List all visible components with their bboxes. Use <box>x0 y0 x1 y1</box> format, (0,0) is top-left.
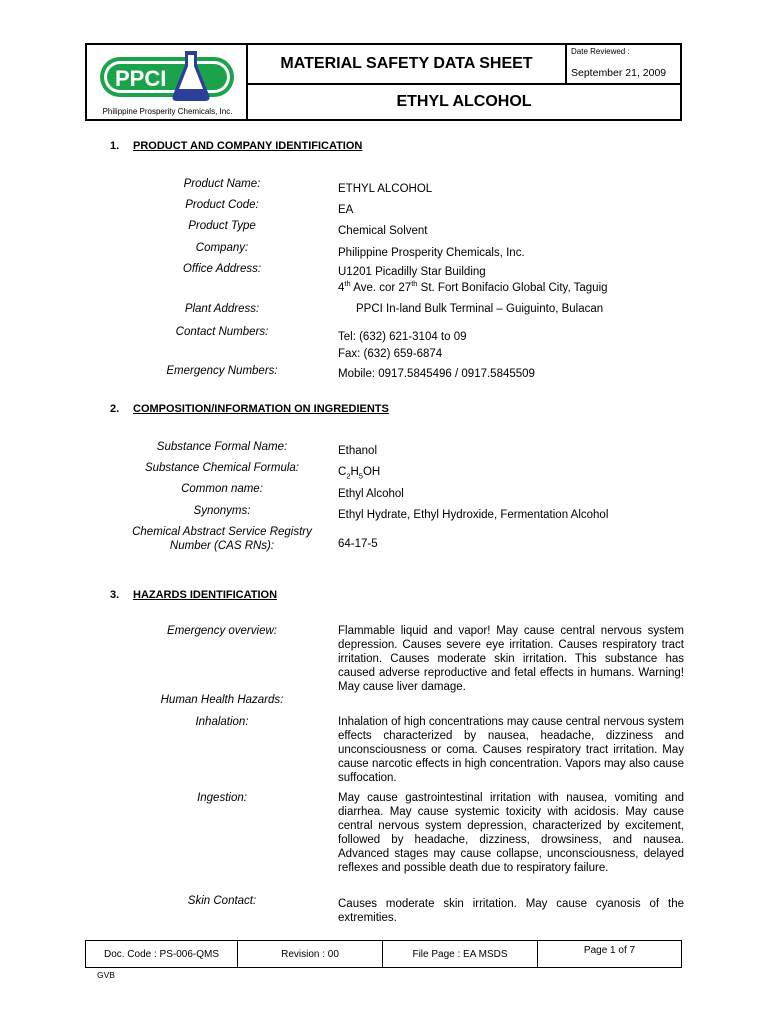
chemical-formula-label: Substance Chemical Formula: <box>144 462 300 474</box>
section-title: HAZARDS IDENTIFICATION <box>133 589 278 601</box>
skin-contact-text: Causes moderate skin irritation. May cause cyanosis of the extremities. <box>338 898 684 924</box>
date-reviewed-value: September 21, 2009 <box>571 67 667 79</box>
formal-name-label: Substance Formal Name: <box>156 441 288 453</box>
office-address-line1: U1201 Picadilly Star Building <box>338 266 486 278</box>
document-footer <box>85 940 682 968</box>
common-name-value: Ethyl Alcohol <box>338 488 404 500</box>
section-3-heading <box>110 589 277 601</box>
inhalation-text: Inhalation of high concentrations may cause central nervous system effects characterized by nausea, headache, dizziness and unconsciousness or coma. Causes respiratory tract irritation. May cause narcotic effects in high concentration. Vapors may also cause suffocation. <box>338 716 684 784</box>
plant-address-value: PPCI In-land Bulk Terminal – Guiguinto, Bulacan <box>356 303 604 315</box>
emergency-numbers-label: Emergency Numbers: <box>166 365 278 377</box>
logo-cell <box>87 45 248 119</box>
document-title: MATERIAL SAFETY DATA SHEET <box>248 45 567 85</box>
logo-text: PPCI <box>115 66 167 91</box>
section-title: COMPOSITION/INFORMATION ON INGREDIENTS <box>133 403 389 415</box>
contact-numbers-label: Contact Numbers: <box>175 326 269 338</box>
tel-value: Tel: (632) 621-3104 to 09 <box>338 331 467 343</box>
common-name-label: Common name: <box>181 483 263 495</box>
chemical-name-title: ETHYL ALCOHOL <box>396 93 532 110</box>
inhalation-label: Inhalation: <box>195 716 249 728</box>
product-code-value: EA <box>338 204 354 216</box>
file-page: File Page : EA MSDS <box>383 941 538 967</box>
company-logo <box>99 51 235 103</box>
section-number: 2. <box>110 403 120 415</box>
mobile-value: Mobile: 0917.5845496 / 0917.5845509 <box>338 368 535 380</box>
chemical-formula-value: $C_2H_5OH$ <box>338 466 381 481</box>
doc-code: Doc. Code : PS-006-QMS <box>86 941 238 967</box>
synonyms-value: Ethyl Hydrate, Ethyl Hydroxide, Fermentation Alcohol <box>338 509 609 521</box>
emergency-overview-label: Emergency overview: <box>167 625 277 637</box>
cas-label: Chemical Abstract Service Registry Number (CAS RNs): <box>132 526 312 552</box>
cas-value: 64-17-5 <box>338 538 378 550</box>
plant-address-label: Plant Address: <box>184 303 260 315</box>
section-2-heading <box>110 403 389 415</box>
section-title: PRODUCT AND COMPANY IDENTIFICATION <box>133 140 363 152</box>
product-code-label: Product Code: <box>185 199 259 211</box>
office-address-line2: 4th Ave. cor 27th St. Fort Bonifacio Global City, Taguig <box>338 279 608 294</box>
fax-value: Fax: (632) 659-6874 <box>338 348 443 360</box>
ingestion-label: Ingestion: <box>197 792 247 804</box>
human-health-hazards-label: Human Health Hazards: <box>160 694 284 706</box>
product-type-value: Chemical Solvent <box>338 225 428 237</box>
initials: GVB <box>97 970 115 980</box>
company-name-small: Philippine Prosperity Chemicals, Inc. <box>102 107 233 116</box>
company-value: Philippine Prosperity Chemicals, Inc. <box>338 247 525 259</box>
synonyms-label: Synonyms: <box>193 505 251 517</box>
revision: Revision : 00 <box>238 941 383 967</box>
emergency-overview-text: Flammable liquid and vapor! May cause central nervous system depression. Causes severe eye irritation. Causes respiratory tract irritation. Causes moderate skin irritation. This substance has caused adverse reproductive and fetal effects in humans. Warning! May cause liver damage. <box>338 625 684 693</box>
company-label: Company: <box>195 242 249 254</box>
document-header <box>85 43 682 121</box>
page-number: Page 1 of 7 <box>583 945 636 956</box>
section-1-heading <box>110 140 362 152</box>
office-address-label: Office Address: <box>182 263 262 275</box>
section-number: 3. <box>110 589 120 601</box>
product-name-value: ETHYL ALCOHOL <box>338 183 433 195</box>
product-type-label: Product Type <box>188 220 256 232</box>
ingestion-text: May cause gastrointestinal irritation with nausea, vomiting and diarrhea. May cause systemic toxicity with acidosis. May cause central nervous system depression, characterized by excitement, followed by headache, dizziness, drowsiness, and nausea. Advanced stages may cause collapse, unconsciousness, delayed reflexes and possible death due to respiratory failure. <box>338 792 684 874</box>
date-reviewed-label: Date Reviewed : <box>571 47 630 56</box>
date-reviewed-cell <box>567 45 680 85</box>
skin-contact-label: Skin Contact: <box>187 895 257 907</box>
product-name-label: Product Name: <box>183 178 261 190</box>
section-number: 1. <box>110 140 120 152</box>
formal-name-value: Ethanol <box>338 445 378 457</box>
